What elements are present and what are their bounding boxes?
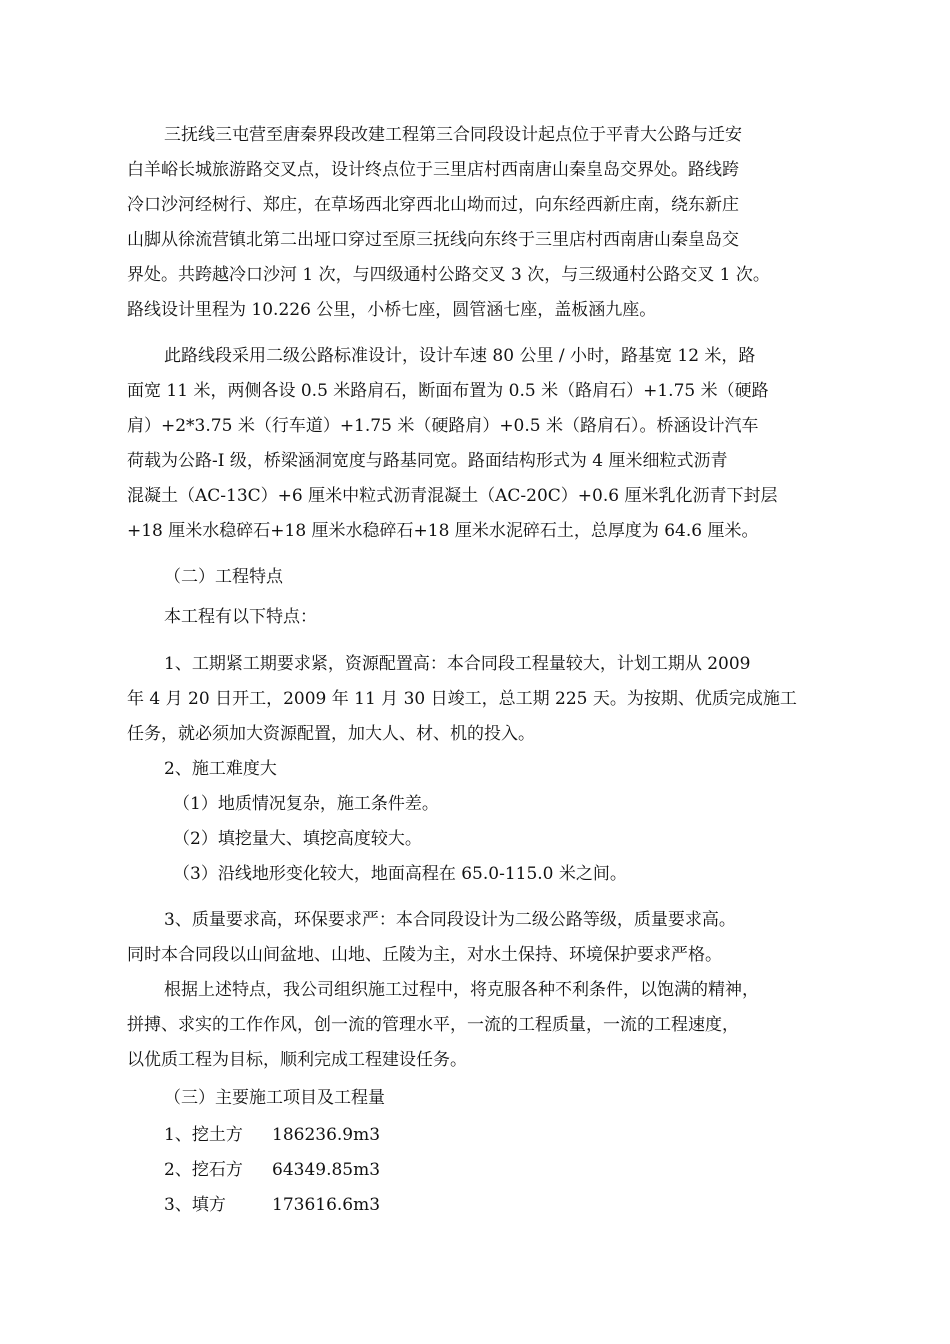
paragraph-1-line-5: 界处。共跨越冷口沙河 1 次，与四级通村公路交叉 3 次，与三级通村公路交叉 1 次。 [127, 265, 770, 285]
paragraph-2-line-1: 此路线段采用二级公路标准设计，设计车速 80 公里 / 小时，路基宽 12 米，路 [164, 346, 756, 366]
paragraph-1-line-6: 路线设计里程为 10.226 公里，小桥七座，圆管涵七座，盖板涵九座。 [127, 300, 657, 320]
feature-1-line-3: 任务，就必须加大资源配置，加大人、材、机的投入。 [127, 724, 535, 744]
paragraph-2-line-3: 肩）+2*3.75 米（行车道）+1.75 米（硬路肩）+0.5 米（路肩石）。桥涵设计汽车 [127, 416, 759, 436]
quantity-label: 2、挖石方 [164, 1160, 243, 1180]
paragraph-2-line-5: 混凝土（AC-13C）+6 厘米中粒式沥青混凝土（AC-20C）+0.6 厘米乳化沥青下封层 [127, 486, 778, 506]
quantity-row [164, 1194, 381, 1216]
feature-2-item-3: （3）沿线地形变化较大，地面高程在 65.0-115.0 米之间。 [173, 864, 627, 884]
feature-2-item-1: （1）地质情况复杂，施工条件差。 [173, 794, 439, 814]
quantity-value: 173616.6m3 [272, 1195, 381, 1215]
feature-2-item-2: （2）填挖量大、填挖高度较大。 [173, 829, 422, 849]
quantity-label: 1、挖土方 [164, 1125, 243, 1145]
feature-1-line-1: 1、工期紧工期要求紧，资源配置高：本合同段工程量较大，计划工期从 2009 [164, 654, 751, 674]
paragraph-1-line-1: 三抚线三屯营至唐秦界段改建工程第三合同段设计起点位于平青大公路与迁安 [164, 125, 742, 145]
quantity-label: 3、填方 [164, 1195, 226, 1215]
paragraph-2-line-6: +18 厘米水稳碎石+18 厘米水稳碎石+18 厘米水泥碎石土，总厚度为 64.6 厘米。 [127, 521, 759, 541]
features-intro: 本工程有以下特点： [164, 607, 317, 627]
conclusion-line-1: 根据上述特点，我公司组织施工过程中，将克服各种不利条件，以饱满的精神， [164, 980, 759, 1000]
paragraph-1-line-4: 山脚从徐流营镇北第二出垭口穿过至原三抚线向东终于三里店村西南唐山秦皇岛交 [127, 230, 739, 250]
quantity-row [164, 1124, 381, 1146]
conclusion-line-3: 以优质工程为目标，顺利完成工程建设任务。 [127, 1050, 467, 1070]
conclusion-line-2: 拼搏、求实的工作作风，创一流的管理水平，一流的工程质量，一流的工程速度， [127, 1015, 739, 1035]
quantity-value: 64349.85m3 [272, 1160, 381, 1180]
paragraph-2-line-2: 面宽 11 米，两侧各设 0.5 米路肩石，断面布置为 0.5 米（路肩石）+1.75 米（硬路 [127, 381, 769, 401]
section-heading-features: （二）工程特点 [164, 567, 283, 587]
section-heading-quantities: （三）主要施工项目及工程量 [164, 1088, 385, 1108]
feature-3-line-1: 3、质量要求高，环保要求严：本合同段设计为二级公路等级，质量要求高。 [164, 910, 736, 930]
quantity-value: 186236.9m3 [272, 1125, 381, 1145]
feature-2-heading: 2、施工难度大 [164, 759, 277, 779]
paragraph-1-line-3: 冷口沙河经树行、郑庄，在草场西北穿西北山坳而过，向东经西新庄南，绕东新庄 [127, 195, 739, 215]
feature-3-line-2: 同时本合同段以山间盆地、山地、丘陵为主，对水土保持、环境保护要求严格。 [127, 945, 722, 965]
paragraph-2-line-4: 荷载为公路-Ⅰ 级，桥梁涵洞宽度与路基同宽。路面结构形式为 4 厘米细粒式沥青 [127, 451, 728, 471]
paragraph-1-line-2: 白羊峪长城旅游路交叉点，设计终点位于三里店村西南唐山秦皇岛交界处。路线跨 [127, 160, 739, 180]
feature-1-line-2: 年 4 月 20 日开工，2009 年 11 月 30 日竣工，总工期 225 天。为按期、优质完成施工 [127, 689, 797, 709]
quantity-row [164, 1159, 381, 1181]
